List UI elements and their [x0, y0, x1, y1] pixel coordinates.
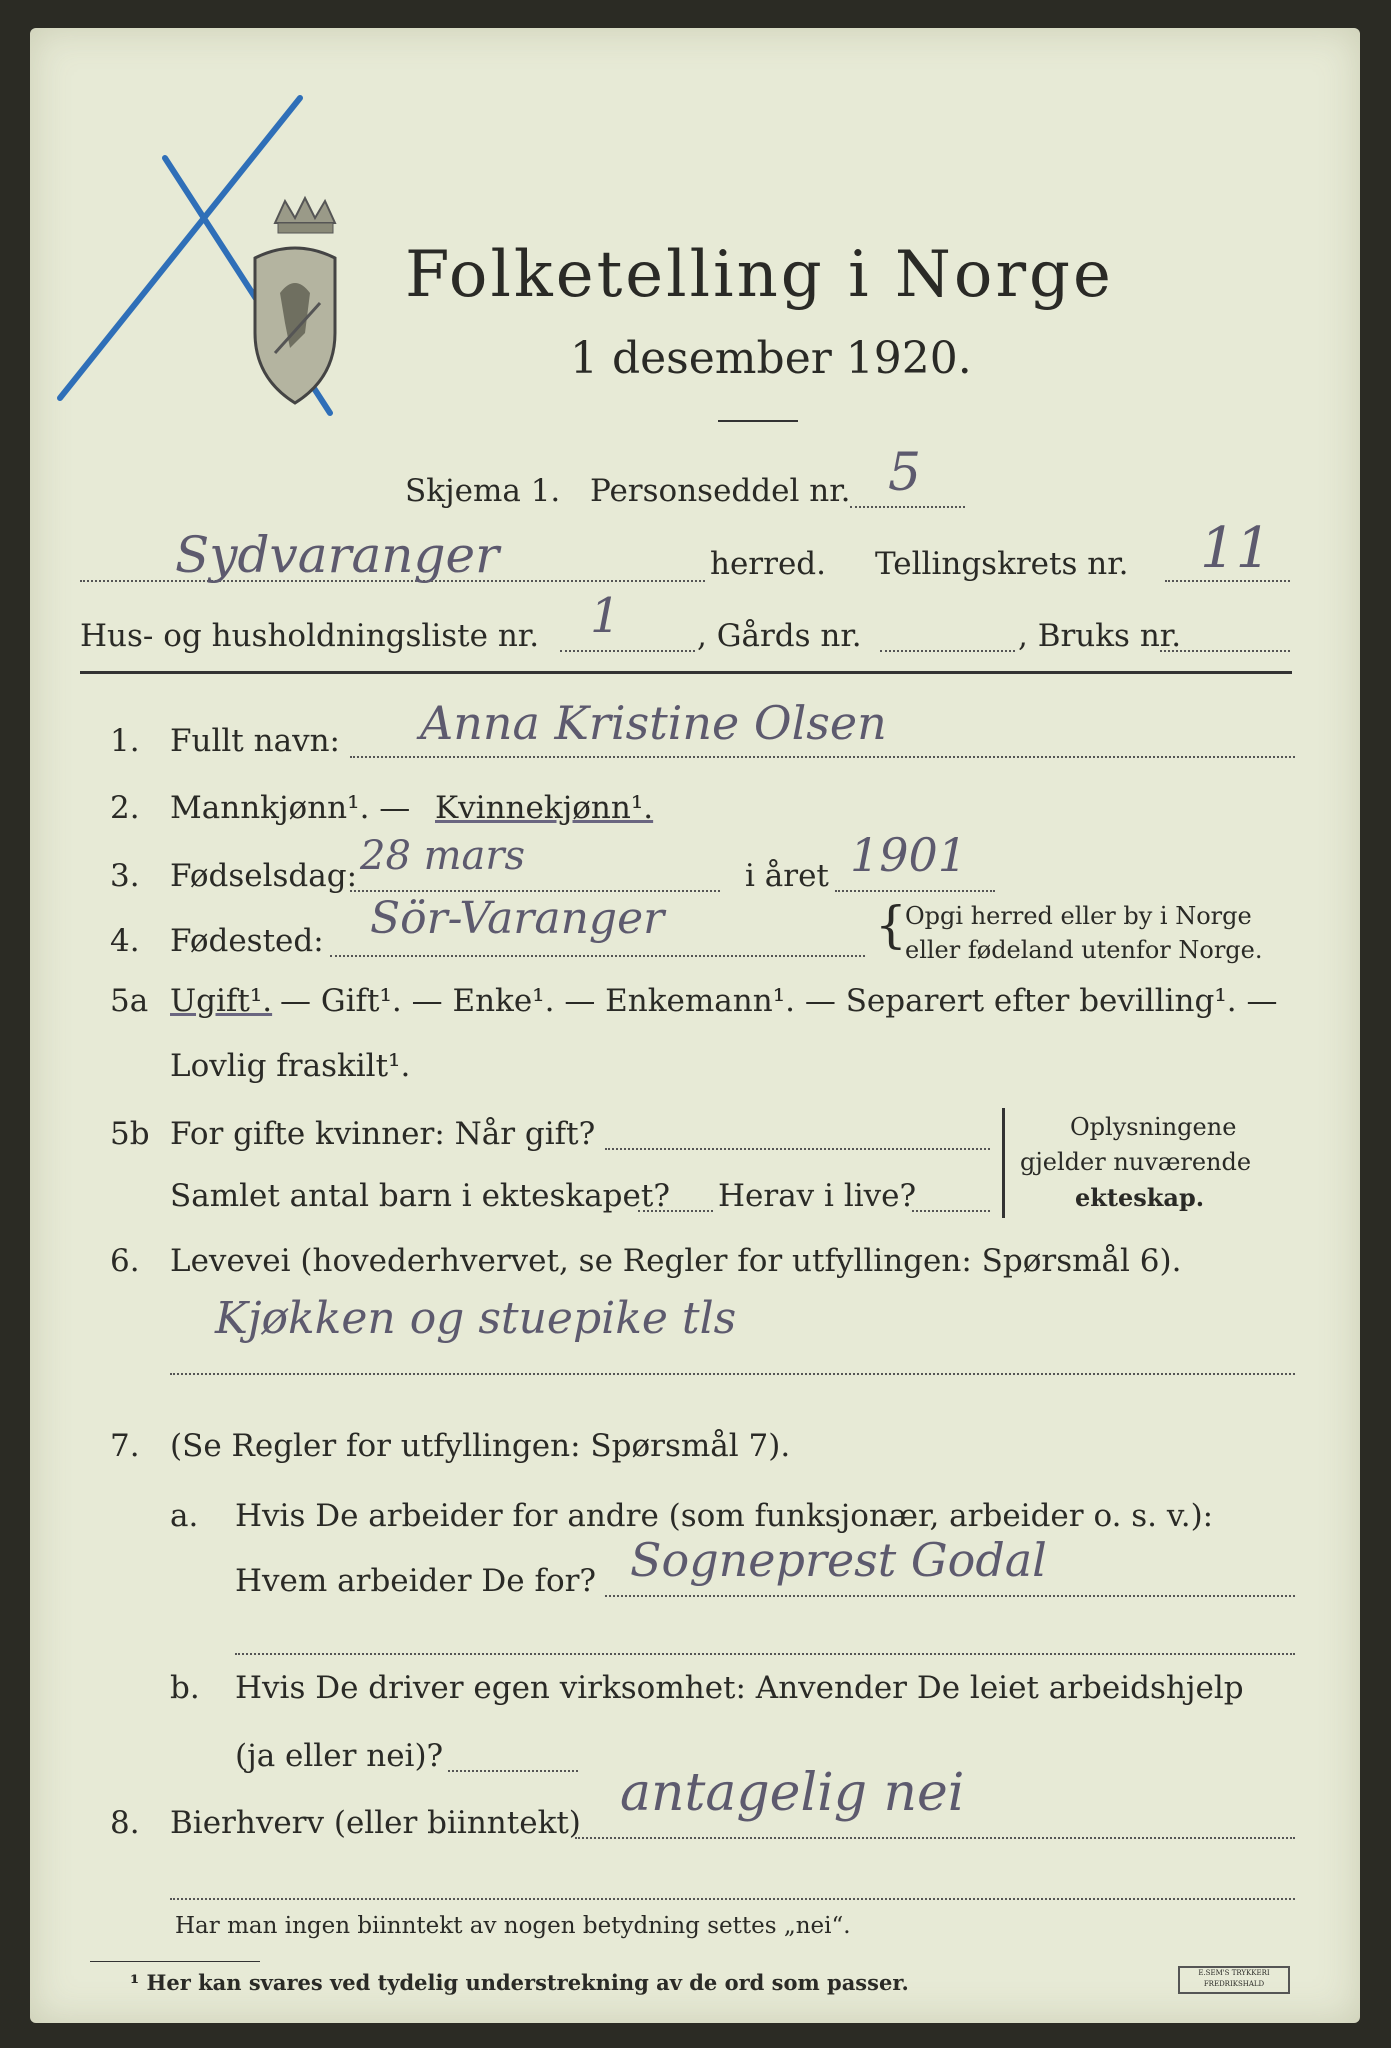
q7b-line2: (ja eller nei)?	[235, 1738, 444, 1774]
bruks-dotline	[1160, 650, 1290, 652]
q5b-number: 5b	[110, 1116, 150, 1152]
q2-option-male: Mannkjønn¹. —	[170, 790, 411, 826]
footer-note: Har man ingen biinntekt av nogen betydning settes „nei“.	[175, 1913, 851, 1939]
q4-number: 4.	[110, 923, 140, 959]
q6-dotline	[170, 1373, 1295, 1375]
q7b-letter: b.	[170, 1670, 200, 1706]
q8-dotline-2	[170, 1898, 1295, 1900]
q5b-note-line3: ekteskap.	[1075, 1183, 1205, 1212]
footnote-rule	[90, 1961, 260, 1962]
q5b-when-married-label: For gifte kvinner: Når gift?	[170, 1116, 596, 1152]
title-divider	[718, 420, 798, 422]
q8-value: antagelig nei	[620, 1763, 965, 1823]
herred-value: Sydvaranger	[175, 526, 499, 584]
q4-note-line1: Opgi herred eller by i Norge	[905, 902, 1252, 930]
q8-number: 8.	[110, 1805, 140, 1841]
q3-year-dotline	[835, 890, 995, 892]
husholdningsliste-dotline	[560, 650, 695, 652]
q3-dotline	[350, 890, 720, 892]
q4-dotline	[330, 955, 865, 957]
q7-label: (Se Regler for utfyllingen: Spørsmål 7).	[170, 1428, 791, 1464]
q7a-employer-label: Hvem arbeider De for?	[235, 1563, 597, 1599]
header-rule	[80, 671, 1292, 674]
q5a-option-ugift: Ugift¹.	[170, 983, 273, 1019]
personseddel-dotline	[850, 506, 965, 508]
census-form-sheet	[30, 28, 1360, 2023]
q7a-dotline-2	[235, 1653, 1295, 1655]
q8-label: Bierhverv (eller biinntekt)	[170, 1805, 581, 1841]
q6-number: 6.	[110, 1243, 140, 1279]
footnote: ¹ Her kan svares ved tydelig understrekning av de ord som passer.	[130, 1970, 909, 1995]
q1-value: Anna Kristine Olsen	[420, 696, 887, 750]
q1-label: Fullt navn:	[170, 723, 340, 759]
gards-dotline	[880, 650, 1015, 652]
bruks-label: , Bruks nr.	[1018, 618, 1182, 654]
q5b-note-bracket	[1002, 1108, 1005, 1218]
printer-stamp: E.SEM'S TRYKKERI FREDRIKSHALD	[1178, 1966, 1290, 1994]
tellingskrets-label: Tellingskrets nr.	[875, 546, 1129, 582]
q2-option-female: Kvinnekjønn¹.	[435, 790, 654, 826]
q5a-option-fraskilt: Lovlig fraskilt¹.	[170, 1048, 411, 1084]
q4-note-line2: eller fødeland utenfor Norge.	[905, 936, 1263, 964]
q5a-number: 5a	[110, 983, 149, 1019]
q1-dotline	[350, 756, 1295, 758]
husholdningsliste-label: Hus- og husholdningsliste nr.	[80, 618, 540, 654]
q6-label: Levevei (hovederhvervet, se Regler for utfyllingen: Spørsmål 6).	[170, 1243, 1182, 1279]
herred-label: herred.	[710, 546, 826, 582]
skjema-label: Skjema 1.	[405, 473, 561, 509]
census-date: 1 desember 1920.	[570, 333, 972, 384]
q5b-alive-dotline	[912, 1210, 990, 1212]
q5b-alive-label: Herav i live?	[718, 1178, 917, 1214]
q8-dotline	[575, 1837, 1295, 1839]
q5b-children-label: Samlet antal barn i ekteskapet?	[170, 1178, 670, 1214]
q5b-when-married-dotline	[605, 1148, 990, 1150]
q5b-children-dotline	[638, 1210, 713, 1212]
q7b-dotline	[448, 1770, 578, 1772]
tellingskrets-value: 11	[1200, 516, 1272, 581]
husholdningsliste-value: 1	[590, 588, 621, 644]
q2-number: 2.	[110, 790, 140, 826]
q6-value: Kjøkken og stuepike tls	[215, 1293, 737, 1344]
q3-year-value: 1901	[850, 828, 968, 882]
q1-number: 1.	[110, 723, 140, 759]
q5b-note-line2: gjelder nuværende	[1020, 1148, 1252, 1176]
gards-label: , Gårds nr.	[697, 618, 862, 654]
q4-note-brace: {	[875, 896, 907, 954]
norwegian-coat-of-arms-icon	[240, 183, 350, 413]
q5b-note-line1: Oplysningene	[1070, 1113, 1237, 1141]
q7a-line1: Hvis De arbeider for andre (som funksjonær, arbeider o. s. v.):	[235, 1498, 1214, 1534]
form-title: Folketelling i Norge	[405, 238, 1114, 312]
q5a-options: — Gift¹. — Enke¹. — Enkemann¹. — Separert efter bevilling¹. —	[280, 983, 1278, 1019]
q7-number: 7.	[110, 1428, 140, 1464]
q7a-letter: a.	[170, 1498, 199, 1534]
personseddel-label: Personseddel nr.	[590, 473, 851, 509]
q3-year-label: i året	[745, 858, 829, 894]
q3-value: 28 mars	[360, 833, 526, 879]
q3-label: Fødselsdag:	[170, 858, 358, 894]
q4-label: Fødested:	[170, 923, 324, 959]
q3-number: 3.	[110, 858, 140, 894]
q7a-employer-value: Sogneprest Godal	[630, 1533, 1047, 1587]
q7a-employer-dotline	[605, 1595, 1295, 1597]
q4-value: Sör-Varanger	[370, 893, 665, 944]
q7b-line1: Hvis De driver egen virksomhet: Anvender De leiet arbeidshjelp	[235, 1670, 1244, 1706]
personseddel-value: 5	[888, 443, 922, 503]
